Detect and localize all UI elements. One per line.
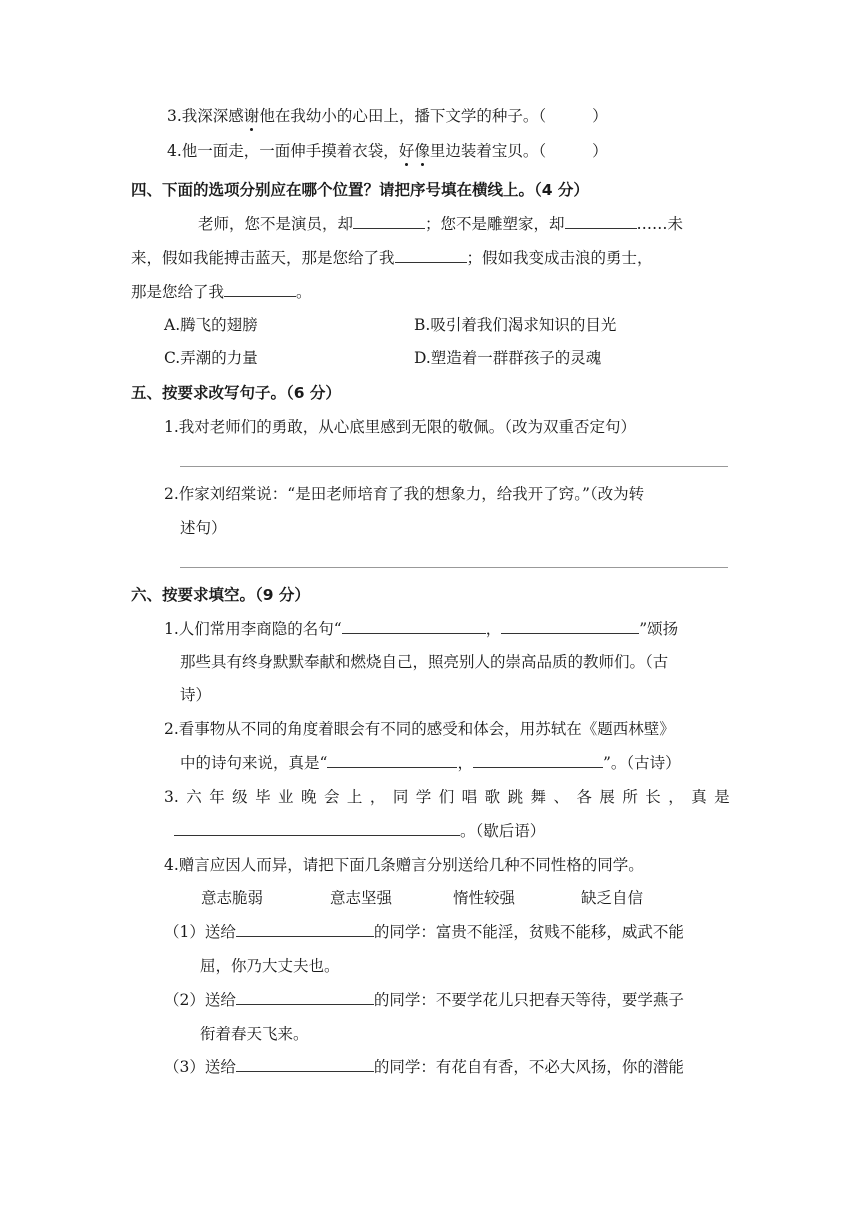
fill-blank[interactable] [395, 248, 467, 263]
q3-char: 们 [438, 788, 455, 806]
section-6-question-2: 2.看事物从不同的角度着眼会有不同的感受和体会，用苏轼在《题西林壁》 [164, 720, 675, 738]
q3-char: 各 [576, 788, 592, 806]
fill-blank[interactable] [353, 214, 425, 229]
question-3-4 [167, 141, 608, 161]
q-text: ， [485, 620, 502, 638]
fill-blank[interactable] [236, 990, 374, 1005]
para-text: 那是您给了我 [131, 283, 225, 301]
q-text: ”颂扬 [639, 620, 679, 638]
q3-char: 跳 [507, 788, 524, 806]
q-text: （3）送给 [164, 1058, 236, 1076]
question-3-3 [167, 106, 608, 126]
fill-blank[interactable] [224, 282, 296, 297]
q3-char: 同 [392, 788, 409, 806]
q4-text-mid: 里边装着宝贝。（ [429, 142, 547, 160]
section-5-question-2-cont: 述句） [180, 519, 227, 537]
trait-2: 意志坚强 [330, 889, 393, 907]
q-text: ”。（古诗） [602, 754, 681, 772]
q3-char: 是 [714, 788, 730, 806]
section-6-question-3 [164, 787, 730, 807]
q3-char: 真 [691, 788, 707, 806]
section-6-question-4: 4.赠言应因人而异，请把下面几条赠言分别送给几种不同性格的同学。 [164, 856, 644, 874]
para-text: 老师，您不是演员，却 [198, 215, 354, 233]
section-6-heading: 六、按要求填空。（9 分） [131, 586, 310, 604]
gift-2-cont: 衔着春天飞来。 [200, 1025, 309, 1043]
q3-dotted-char: 谢 [243, 107, 260, 125]
fill-blank[interactable] [342, 619, 486, 634]
q3-char: ， [668, 788, 684, 806]
fill-blank[interactable] [565, 214, 637, 229]
q3-char: ， [369, 788, 386, 806]
para-text: ……未 [636, 215, 684, 233]
q-text: （1）送给 [164, 923, 236, 941]
q3-char: 业 [278, 788, 294, 806]
q3-text-pre: 3.我深深感 [167, 107, 244, 125]
q3-char: 展 [599, 788, 615, 806]
section-5-heading: 五、按要求改写句子。（6 分） [131, 384, 341, 402]
q-text: （2）送给 [164, 991, 236, 1009]
q4-text-pre: 4.他一面走，一面伸手摸着衣袋， [167, 142, 399, 160]
section-6-question-2-cont [180, 753, 681, 773]
fill-blank[interactable] [236, 1057, 374, 1072]
option-d: D.塑造着一群群孩子的灵魂 [414, 349, 602, 367]
section-4-para-line-1 [198, 214, 683, 234]
option-b: B.吸引着我们渴求知识的目光 [414, 316, 617, 334]
q3-char: 歌 [484, 788, 501, 806]
q4-dotted-char-1: 好 [398, 142, 415, 160]
gift-2 [164, 990, 684, 1010]
answer-line[interactable] [180, 567, 728, 568]
fill-blank[interactable] [327, 753, 457, 768]
q-text: 的同学：有花自有香，不必大风扬，你的潜能 [373, 1058, 684, 1076]
section-6-question-3-cont [174, 821, 545, 841]
q3-char: 会 [323, 788, 340, 806]
q3-char: 晚 [301, 788, 317, 806]
answer-line[interactable] [180, 466, 728, 467]
section-4-para-line-2 [131, 248, 653, 268]
trait-1: 意志脆弱 [201, 889, 264, 907]
section-6-question-1-cont: 那些具有终身默默奉献和燃烧自己，照亮别人的崇高品质的教师们。（古 [180, 653, 669, 671]
q3-char: 所 [622, 788, 638, 806]
q3-char: 上 [346, 788, 363, 806]
para-text: 。 [296, 283, 312, 301]
gift-1-cont: 屈，你乃大丈夫也。 [200, 957, 340, 975]
section-5-question-1: 1.我对老师们的勇敢，从心底里感到无限的敬佩。（改为双重否定句） [164, 418, 637, 436]
section-6-question-1-cont2: 诗） [180, 686, 212, 704]
q4-dotted-char-2: 像 [414, 142, 430, 160]
q-text: ， [457, 754, 473, 772]
gift-3 [164, 1057, 684, 1077]
q3-char: 六 [186, 788, 202, 806]
q3-text-post: ） [592, 107, 608, 125]
gift-1 [164, 922, 684, 942]
q3-char: 年 [209, 788, 225, 806]
q3-char: 唱 [461, 788, 478, 806]
fill-blank[interactable] [473, 753, 603, 768]
option-c: C.弄潮的力量 [164, 349, 258, 367]
option-a: A.腾飞的翅膀 [164, 316, 258, 334]
q3-char: 、 [553, 788, 569, 806]
q4-text-post: ） [592, 142, 608, 160]
section-5-question-2: 2.作家刘绍棠说：“是田老师培育了我的想象力，给我开了窍。”（改为转 [164, 485, 645, 503]
trait-3: 惰性较强 [453, 889, 516, 907]
q3-char: 长 [645, 788, 661, 806]
q3-char: 舞 [530, 788, 547, 806]
section-4-heading: 四、下面的选项分别应在哪个位置？请把序号填在横线上。（4 分） [131, 181, 589, 199]
section-4-para-line-3 [131, 282, 312, 302]
fill-blank[interactable] [236, 922, 374, 937]
q-text: 。（歇后语） [460, 822, 546, 840]
section-6-question-1 [164, 619, 678, 639]
q-text: 的同学：不要学花儿只把春天等待，要学燕子 [373, 991, 684, 1009]
q3-char: 学 [415, 788, 432, 806]
q-text: 中的诗句来说，真是“ [180, 754, 328, 772]
q3-char: 毕 [255, 788, 271, 806]
fill-blank[interactable] [174, 821, 460, 836]
trait-4: 缺乏自信 [581, 889, 644, 907]
q-text: 1.人们常用李商隐的名句“ [164, 620, 342, 638]
q3-char: 3. [164, 788, 179, 806]
para-text: ；您不是雕塑家，却 [425, 215, 565, 233]
q3-char: 级 [232, 788, 248, 806]
para-text: ；假如我变成击浪的勇士， [466, 249, 653, 267]
q3-text-mid: 他在我幼小的心田上，播下文学的种子。（ [259, 107, 547, 125]
fill-blank[interactable] [501, 619, 639, 634]
para-text: 来，假如我能搏击蓝天，那是您给了我 [131, 249, 395, 267]
q-text: 的同学：富贵不能淫，贫贱不能移，威武不能 [373, 923, 684, 941]
